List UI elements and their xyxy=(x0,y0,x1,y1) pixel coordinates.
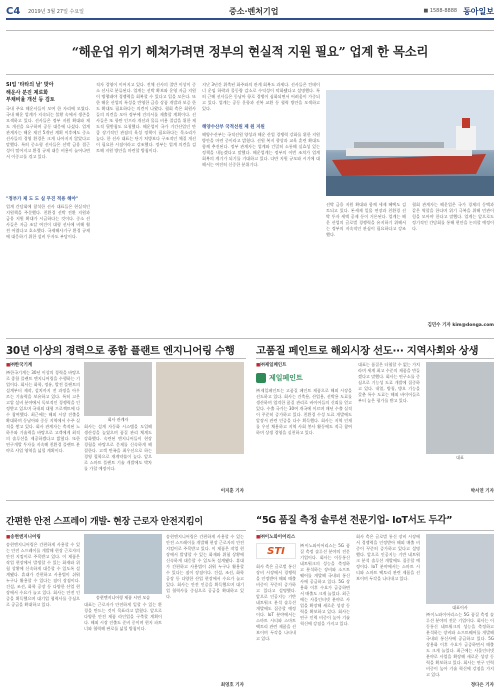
story2-byline: 이지훈 기자 xyxy=(220,489,244,494)
story2-photo xyxy=(84,362,152,416)
lead-headline: “해운업 위기 헤쳐가려면 정부의 현실적 지원 필요” 업계 한 목소리 xyxy=(71,44,429,59)
story3-body: ㈜제일페인트는 고품질 페인트 제품으로 해외 시장을 선도하고 있다. 회사는 건축용, 산업용, 선박용 도료를 생산하며 엄격한 품질 관리로 바이어들의 신뢰를 얻고 있다. 수출 국가는 30여 개국에 이르며 매년 수출 실적이 꾸준히 증가하고 있다. 친환경 수성 도료 개발에도 앞장서 관련 인증을 다수 획득했다. 회사는 지역 인재를 우선 채용하고 지역 사회 봉사 활동에도 적극 참여하며 상생 경영을 실천하고 있다. xyxy=(256,388,352,435)
story5-photo xyxy=(426,534,494,604)
issue-date: 2019년 3월 27일 수요일 xyxy=(28,8,85,15)
lead-subhead: SI업 '타타의 날' 맞아 xyxy=(6,82,54,88)
story2-body: ㈜한국기계는 30년 이상의 경력을 바탕으로 종합 플랜트 엔지니어링을 수행하는 기업이다. 회사는 화학, 정유, 발전 플랜트의 설계부터 제작, 설치까지 전 과정을 아우르는 기술력을 보유하고 있다. 특히 고온 고압 설비 분야에서 독보적인 경쟁력을 인정받고 있으며 국내외 대형 프로젝트에 다수 참여했다. 최근에는 해외 시장 진출을 확대하며 동남아와 중동 지역에서 수주 실적을 쌓고 있다. 회사 관계자는 축적된 노하우와 기술력을 바탕으로 고객에게 최적의 솔루션을 제공하겠다고 밝혔다. 또한 연구개발 투자를 지속해 친환경 플랜트 분야로 사업 영역을 넓힐 계획이다. xyxy=(6,370,80,453)
lead-subheads xyxy=(6,82,90,105)
divider xyxy=(6,30,494,31)
story5-logo: STI xyxy=(256,543,296,559)
lead-byline: 김민수 기자 kim@donga.com xyxy=(427,323,494,328)
story2-company: ■㈜한국기계 xyxy=(6,363,33,368)
divider xyxy=(256,530,494,531)
story4-photo xyxy=(84,534,162,594)
lead-col1-subhead: "정부가 제 도 도 실 무진 적용 해야" xyxy=(6,197,79,202)
story4-headline: 간편한 안전 스프레이 개발- 현장 근로자 안전지킴이 xyxy=(6,517,203,527)
story4-body3: 송현엔지니어링은 간편하게 사용할 수 있는 안전 스프레이를 개발해 현장 근로자의 안전 지킴이로 주목받고 있다. 이 제품은 작업 현장에서 발생할 수 있는 화재와 위험 상황에 신속하게 대응할 수 있도록 설계됐다. 휴대가 간편하고 사용법이 쉬워 누구나 활용할 수 있다는 점이 장점이다. 건설, 조선, 화학 공장 등 다양한 산업 현장에서 수요가 늘고 있다. 회사는 안전 인증을 획득했으며 대기업 협력사를 중심으로 공급을 확대하고 있다. xyxy=(166,534,244,599)
story5-company: ■㈜이노와이어리스 xyxy=(256,535,296,540)
story3-byline: 박서연 기자 xyxy=(470,489,494,494)
story2-headline: 30년 이상의 경력으로 종합 플랜트 엔지니어링 수행 xyxy=(6,345,235,357)
story4-byline: 최영호 기자 xyxy=(220,683,244,688)
story5-byline: 정다은 기자 xyxy=(470,683,494,688)
story5-headline: “5G 품질 측정 솔루션 전문기업- IoT서도 두각” xyxy=(256,515,453,526)
lead-subhead: 해운사 분진 제로화 xyxy=(6,89,49,96)
divider xyxy=(6,338,494,339)
divider xyxy=(6,74,494,75)
story4-photo-caption: 송현엔지니어링 제품 시연 모습 xyxy=(95,595,151,600)
section-title: 중소·벤처기업 xyxy=(229,6,279,16)
story3-photo-caption: 대표 xyxy=(456,455,464,460)
lead-col2: 적자 경영이 이어지고 있다. 전체 선사의 절반 이상이 중소 선사로 분류된다. 업계는 선박 확보와 운영 자금 지원이 병행돼야 경쟁력을 회복할 수 있다고 입을 모은다. 또한 해운 산업의 특성을 반영한 금융 상품 개발과 보증 한도 확대도 필요하다는 의견이 나왔다. 협회 측은 회원사들의 의견을 모아 정부에 건의서를 제출할 계획이다. 선사들은 또 항만 인프라 개선과 물류 비용 절감을 위한 제도적 뒷받침도 요청했다. 해운업이 국가 기간산업인 만큼 장기적인 관점의 육성 정책이 필요하다는 목소리가 높다. 한 선사 대표는 단기 처방보다 구조적인 체질 개선이 필요한 시점이라고 강조했다. 정부는 업계 의견을 검토해 지원 방안을 마련할 방침이다. xyxy=(96,82,196,153)
lead-col1b: 업계 간담회에 참석한 선사 대표들은 현실적인 지원책을 주문했다. 친환경 선박 전환 지원과 금융 지원 확대가 시급하다는 것이다. 중소 선사들은 자금 조달 여건이 대형 선사에 비해 훨씬 어렵다고 호소했다. 국제해사기구 환경 규제에 대응하기 위한 설비 투자도 부담이다. xyxy=(6,204,90,239)
story2-plant-photo xyxy=(156,362,244,454)
divider xyxy=(256,358,494,359)
story5-body2: 회사 측은 글로벌 통신 장비 시장에서 경쟁력을 인정받아 해외 매출 비중이 꾸준히 증가하고 있다고 설명했다. 앞으로 인공지능 기반 네트워크 분석 솔루션 개발에도 집중할 예정이다. IoT 분야에서는 스마트 시티와 스마트 팩토리 관련 제품을 선보이며 두각을 나타내고 있다. xyxy=(356,534,420,581)
story3-company: ■㈜제일페인트 xyxy=(256,363,287,368)
story5-photo-caption: 대표이사 xyxy=(452,605,468,610)
story5-body3: ㈜이노와이어리스는 5G 품질 측정 솔루션 분야의 전문 기업이다. 회사는 이동통신 네트워크의 성능을 측정하고 분석하는 장비와 소프트웨어를 개발해 국내외 통신사에 공급하고 있다. 5G 상용화 이후 수요가 급증하면서 매출도 크게 늘었다. 최근에는 사물인터넷 분야로 사업을 확장해 새로운 성장 동력을 확보하고 있다. 회사는 연구 인력 비중이 높아 기술 혁신에 강점을 가지고 있다. xyxy=(426,612,494,677)
lead-col3b: 해양수산부는 국적선원 양성과 해운 산업 경쟁력 강화를 위한 지원 방안을 마련 중이라고 밝혔다. 선원 복지 향상과 교육 훈련 확대도 함께 추진된다. 정부 관계자는 업계와 긴밀히 소통해 실효성 있는 정책을 내놓겠다고 말했다. 해운업계는 정부의 이번 조치가 업계 회복의 계기가 되기를 기대하고 있다. 다만 지원 규모와 시기에 대해서는 여전히 신중한 분위기다. xyxy=(202,132,320,167)
story3-body2: 대표는 품질은 타협할 수 없는 가치라며 세계 최고 수준의 제품을 만들겠다고 말했다. 회사는 연구소를 중심으로 기능성 도료 개발에 집중하고 있다. 내열, 방청, 방오 기능을 갖춘 특수 도료는 해외 바이어들로부터 높은 평가를 받고 있다. xyxy=(358,362,420,403)
masthead xyxy=(6,4,494,20)
lead-col3: 지난 3년간 위축된 화주와의 관계 회복도 과제다. 선사들은 컨테이너 운임 하락과 물동량 감소로 수익성이 악화됐다고 설명했다. 특히 근해 선사들은 동남아 항로 경쟁이 심화되면서 어려움이 가중되고 있다. 업계는 공동 운항과 선복 교환 등 협력 방안을 모색하고 있다. xyxy=(202,82,320,111)
newspaper-logo: 동아일보 xyxy=(463,6,494,16)
ad-tag: ■ 1588-8888 xyxy=(423,8,458,14)
lead-col4: 선박 금융 지원 확대와 함께 세제 혜택도 검토되고 있다. 톤세제 일몰 연장과 친환경 선박 투자 세액 공제 등이 거론된다. 업계는 해운 산업의 글로벌 경쟁력을 유지하기 위해서는 정부의 지속적인 관심이 필요하다고 강조했다. xyxy=(326,202,406,237)
story4-body2: 대표는 근로자가 안전하게 일할 수 있는 환경을 만드는 것이 목표라고 밝혔다. 앞으로 다양한 안전 제품 라인업을 구축할 계획이다. 해외 시장 진출도 준비 중이며 현지 파트너와 협력해 판로를 넓힐 방침이다. xyxy=(84,602,162,631)
divider xyxy=(6,530,246,531)
story3-photo xyxy=(426,362,494,454)
story5-body: ㈜이노와이어리스는 5G 품질 측정 솔루션 분야의 전문 기업이다. 회사는 이동통신 네트워크의 성능을 측정하고 분석하는 장비와 소프트웨어를 개발해 국내외 통신사에 공급하고 있다. 5G 상용화 이후 수요가 급증하면서 매출도 크게 늘었다. 최근에는 사물인터넷 분야로 사업을 확장해 새로운 성장 동력을 확보하고 있다. 회사는 연구 인력 비중이 높아 기술 혁신에 강점을 가지고 있다. xyxy=(300,543,350,626)
paint-logo-icon xyxy=(256,373,266,383)
story4-body: 송현엔지니어링은 간편하게 사용할 수 있는 안전 스프레이를 개발해 현장 근로자의 안전 지킴이로 주목받고 있다. 이 제품은 작업 현장에서 발생할 수 있는 화재와 위험 상황에 신속하게 대응할 수 있도록 설계됐다. 휴대가 간편하고 사용법이 쉬워 누구나 활용할 수 있다는 점이 장점이다. 건설, 조선, 화학 공장 등 다양한 산업 현장에서 수요가 늘고 있다. 회사는 안전 인증을 획득했으며 대기업 협력사를 중심으로 공급을 확대하고 있다. xyxy=(6,542,80,607)
story5-body-left: 회사 측은 글로벌 통신 장비 시장에서 경쟁력을 인정받아 해외 매출 비중이 꾸준히 증가하고 있다고 설명했다. 앞으로 인공지능 기반 네트워크 분석 솔루션 개발에도 집중할 예정이다. IoT 분야에서는 스마트 시티와 스마트 팩토리 관련 제품을 선보이며 두각을 나타내고 있다. xyxy=(256,564,296,641)
story3-headline: 고품질 페인트로 해외시장 선도··· 지역사회와 상생 xyxy=(256,345,479,357)
lead-subhead: 부채비율 개선 등 검토 xyxy=(6,97,55,103)
story2-body2: 회사는 설계 자동화 시스템을 도입해 생산성을 높였으며 품질 관리 체계도 강화했다. 숙련된 엔지니어들이 현장 경험을 바탕으로 문제를 신속하게 해결한다. 고객 만족을 최우선으로 하는 경영 철학으로 재계약률이 높다. 앞으로 스마트 플랜트 기술 개발에도 박차를 가할 예정이다. xyxy=(84,424,152,471)
ship-illustration xyxy=(326,90,494,196)
lead-col3-subhead: 해양수산부 국적선원 제 원 지원 xyxy=(202,125,265,130)
page-number: C4 xyxy=(6,5,21,17)
divider xyxy=(6,500,494,501)
story2-photo-caption: 회사 관계자 xyxy=(107,417,129,422)
tanker-ship-photo xyxy=(326,90,494,196)
divider xyxy=(6,358,246,359)
masthead-right xyxy=(424,6,495,17)
lead-col1: 국내 주요 해운사들이 모여 한 자리에 모였다. 국내 해운 업계가 지속되는 불황 속에서 생존을 모색하고 있다. 선사들은 정부 지원 확대와 제도 개선을 요구하며 공동 대응에 나섰다. 업계 관계자는 해운 재건 5개년 계획 이후에도 중소 선사들의 경영 환경은 크게 나아지지 않았다고 말했다. 특히 중소형 선사들은 선박 금융 접근성이 떨어지고 환경 규제 대응 비용이 늘어나면서 이중고를 겪고 있다. xyxy=(6,106,90,159)
story3-logo: 제일페인트 xyxy=(256,371,352,385)
lead-col5: 협회 관계자는 해운업은 국가 경제의 동맥과 같은 역할을 한다며 위기 극복을 위해 민관이 힘을 모아야 한다고 말했다. 업계는 앞으로도 정기적인 간담회를 통해 현안을 논의할 예정이다. xyxy=(412,202,494,231)
story4-company: ■송현엔지니어링 xyxy=(6,535,41,540)
